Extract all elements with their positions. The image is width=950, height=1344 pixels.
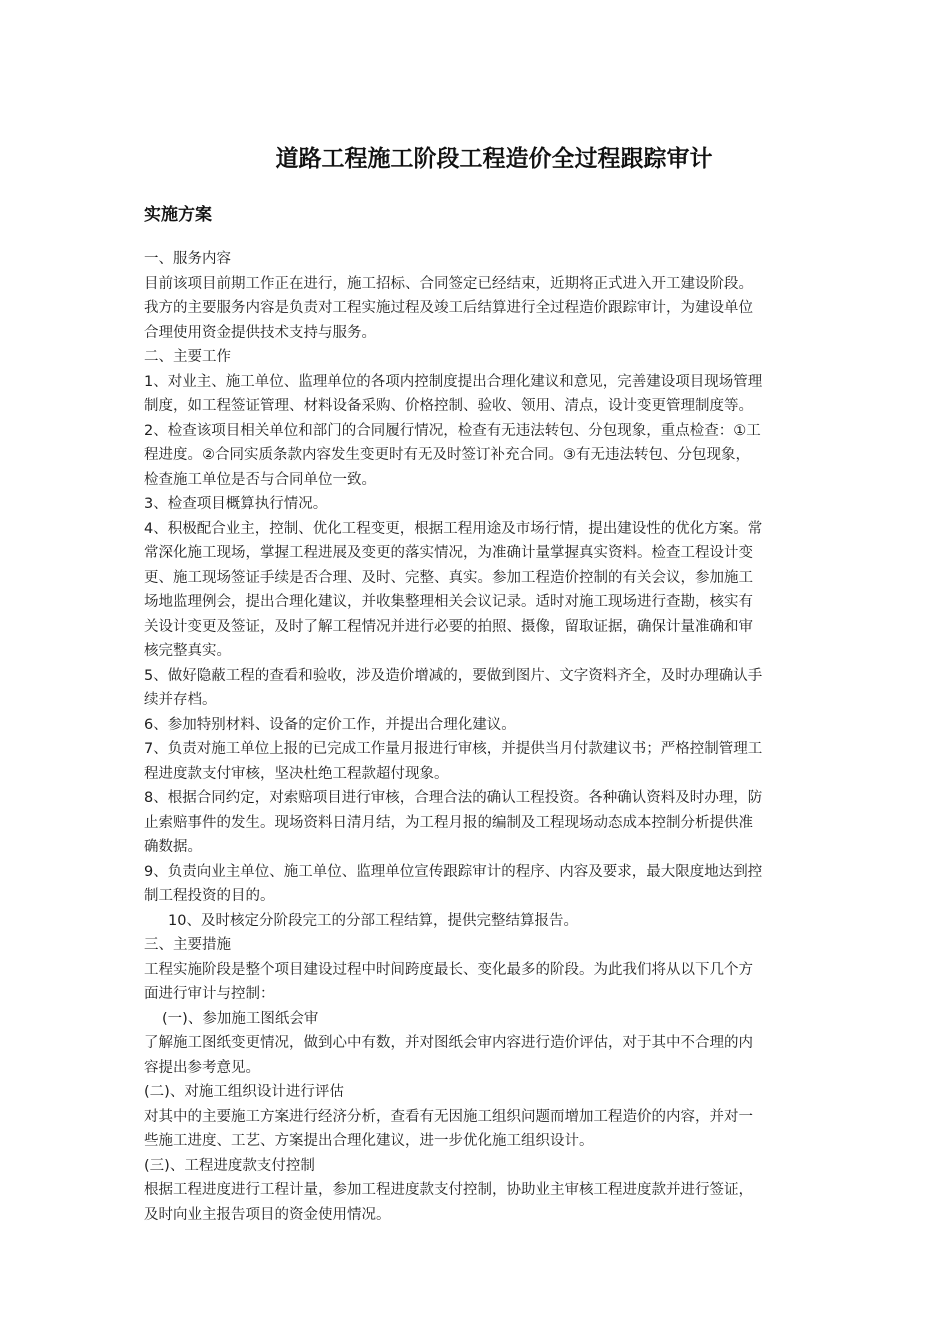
body-line: (一)、参加施工图纸会审 (162, 1010, 319, 1027)
body-line: 对其中的主要施工方案进行经济分析，查看有无因施工组织问题而增加工程造价的内容，并对一 (144, 1108, 753, 1125)
body-line: 10、及时核定分阶段完工的分部工程结算，提供完整结算报告。 (168, 912, 578, 929)
body-line: 关设计变更及签证，及时了解工程情况并进行必要的拍照、摄像，留取证据，确保计量准确和审 (144, 618, 753, 635)
body-line: 5、做好隐蔽工程的查看和验收，涉及造价增减的，要做到图片、文字资料齐全，及时办理确认手 (144, 667, 763, 684)
body-line: 程进度。②合同实质条款内容发生变更时有无及时签订补充合同。③有无违法转包、分包现象， (144, 447, 750, 463)
body-line: 一、服务内容 (144, 251, 231, 267)
body-line: 二、主要工作 (144, 349, 231, 365)
body-line: 核完整真实。 (144, 643, 231, 659)
body-line: 根据工程进度进行工程计量，参加工程进度款支付控制，协助业主审核工程进度款并进行签证， (144, 1182, 753, 1198)
body-line: 容提出参考意见。 (144, 1059, 260, 1076)
body-line: 合理使用资金提供技术支持与服务。 (144, 324, 376, 341)
body-line: 常深化施工现场，掌握工程进展及变更的落实情况，为准确计量掌握真实资料。检查工程设计变 (144, 545, 753, 561)
document-title: 道路工程施工阶段工程造价全过程跟踪审计 (275, 146, 713, 172)
body-line: 工程实施阶段是整个项目建设过程中时间跨度最长、变化最多的阶段。为此我们将从以下几个方 (144, 961, 753, 978)
body-line: 6、参加特别材料、设备的定价工作，并提出合理化建议。 (144, 716, 516, 733)
body-line: 8、根据合同约定，对索赔项目进行审核，合理合法的确认工程投资。各种确认资料及时办理，防 (144, 790, 763, 806)
body-line: 程进度款支付审核，坚决杜绝工程款超付现象。 (144, 765, 449, 782)
document-body (144, 247, 864, 1227)
body-line: 三、主要措施 (144, 937, 231, 953)
body-line: 制工程投资的目的。 (144, 888, 275, 904)
body-line: 目前该项目前期工作正在进行，施工招标、合同签定已经结束，近期将正式进入开工建设阶段。 (144, 275, 753, 292)
body-line: 及时向业主报告项目的资金使用情况。 (144, 1206, 391, 1223)
body-line: 止索赔事件的发生。现场资料日清月结，为工程月报的编制及工程现场动态成本控制分析提供准 (144, 814, 753, 831)
body-line: 更、施工现场签证手续是否合理、及时、完整、真实。参加工程造价控制的有关会议，参加施工 (144, 569, 753, 586)
body-line: 3、检查项目概算执行情况。 (144, 496, 328, 512)
body-line: 面进行审计与控制： (144, 986, 275, 1002)
body-line: 9、负责向业主单位、施工单位、监理单位宣传跟踪审计的程序、内容及要求，最大限度地达到控 (144, 863, 763, 880)
body-line: 场地监理例会，提出合理化建议，并收集整理相关会议记录。适时对施工现场进行查勘，核实有 (144, 594, 753, 610)
body-line: 7、负责对施工单位上报的已完成工作量月报进行审核，并提供当月付款建议书；严格控制管理工 (144, 741, 763, 757)
body-line: 续并存档。 (144, 692, 217, 708)
body-line: 2、检查该项目相关单位和部门的合同履行情况，检查有无违法转包、分包现象，重点检查：①工 (144, 422, 761, 439)
body-line: 检查施工单位是否与合同单位一致。 (144, 471, 376, 488)
body-line: 确数据。 (144, 839, 202, 855)
body-line: (二)、对施工组织设计进行评估 (144, 1084, 344, 1100)
body-line: 我方的主要服务内容是负责对工程实施过程及竣工后结算进行全过程造价跟踪审计，为建设单位 (144, 300, 753, 316)
body-line: 了解施工图纸变更情况，做到心中有数，并对图纸会审内容进行造价评估，对于其中不合理的内 (144, 1035, 753, 1051)
body-line: 4、积极配合业主，控制、优化工程变更，根据工程用途及市场行情，提出建设性的优化方案。常 (144, 520, 763, 537)
body-line: 1、对业主、施工单位、监理单位的各项内控制度提出合理化建议和意见，完善建设项目现场管理 (144, 373, 763, 390)
body-line: (三)、工程进度款支付控制 (144, 1157, 315, 1174)
body-line: 些施工进度、工艺、方案提出合理化建议，进一步优化施工组织设计。 (144, 1133, 594, 1149)
body-line: 制度，如工程签证管理、材料设备采购、价格控制、验收、领用、清点，设计变更管理制度等。 (144, 398, 753, 414)
section-heading: 实施方案 (144, 205, 212, 225)
